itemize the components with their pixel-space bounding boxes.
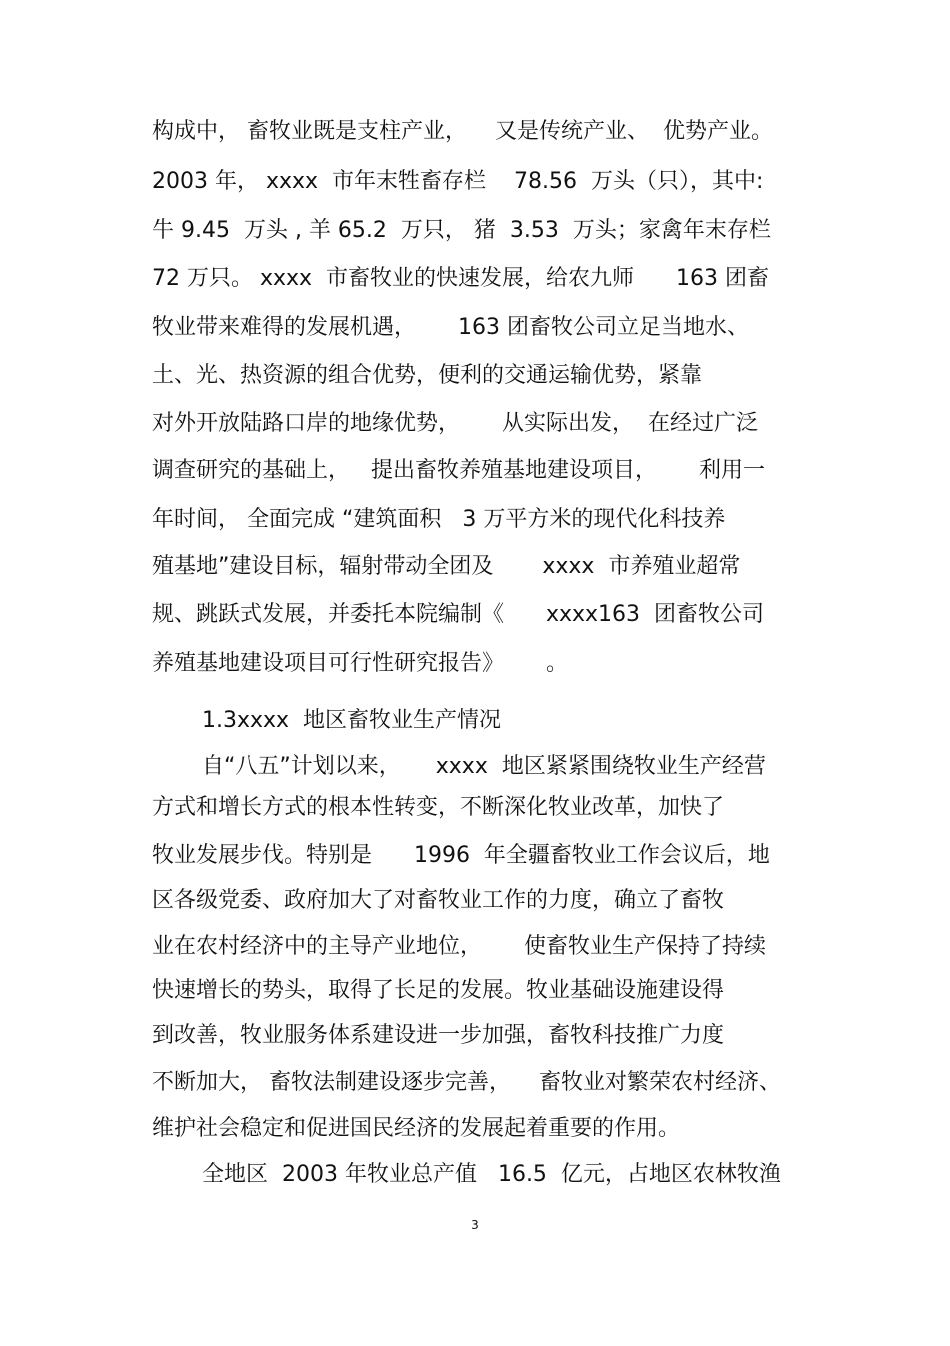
page-number: 3 bbox=[471, 1218, 479, 1232]
body-text-line: 调查研究的基础上， 提出畜牧养殖基地建设项目， 利用一 bbox=[152, 458, 765, 483]
section-heading: 1.3xxxx 地区畜牧业生产情况 bbox=[202, 708, 502, 733]
body-text-line: 养殖基地建设项目可行性研究报告》 。 bbox=[152, 651, 568, 676]
body-text-line: 到改善，牧业服务体系建设进一步加强，畜牧科技推广力度 bbox=[152, 1023, 725, 1048]
body-text-line: 牧业发展步伐。特别是 1996 年全疆畜牧业工作会议后，地 bbox=[152, 843, 770, 868]
body-text-line: 区各级党委、政府加大了对畜牧业工作的力度，确立了畜牧 bbox=[152, 888, 725, 913]
body-text-line: 牧业带来难得的发展机遇， 163 团畜牧公司立足当地水、 bbox=[152, 315, 749, 340]
body-text-line: 快速增长的势头，取得了长足的发展。牧业基础设施建设得 bbox=[152, 978, 725, 1003]
body-text-line: 对外开放陆路口岸的地缘优势， 从实际出发， 在经过广泛 bbox=[152, 411, 758, 436]
body-text-line: 土、光、热资源的组合优势，便利的交通运输优势，紧靠 bbox=[152, 363, 703, 388]
body-text-line: 构成中， 畜牧业既是支柱产业， 又是传统产业、 优势产业。 bbox=[152, 119, 773, 144]
body-text-line: 业在农村经济中的主导产业地位， 使畜牧业生产保持了持续 bbox=[152, 934, 766, 959]
body-text-line: 规、跳跃式发展，并委托本院编制《 xxxx163 团畜牧公司 bbox=[152, 602, 765, 627]
body-text-line: 不断加大， 畜牧法制建设逐步完善， 畜牧业对繁荣农村经济、 bbox=[152, 1070, 781, 1095]
body-text-line: 方式和增长方式的根本性转变，不断深化牧业改革，加快了 bbox=[152, 795, 725, 820]
body-text-line: 72 万只。 xxxx 市畜牧业的快速发展，给农九师 163 团畜 bbox=[152, 266, 769, 291]
body-text-line: 全地区 2003 年牧业总产值 16.5 亿元，占地区农林牧渔 bbox=[202, 1162, 781, 1187]
body-text-line: 年时间， 全面完成 “建筑面积 3 万平方米的现代化科技养 bbox=[152, 507, 726, 532]
body-text-line: 自“八五”计划以来， xxxx 地区紧紧围绕牧业生产经营 bbox=[202, 754, 766, 779]
body-text-line: 殖基地”建设目标，辐射带动全团及 xxxx 市养殖业超常 bbox=[152, 554, 741, 579]
body-text-line: 维护社会稳定和促进国民经济的发展起着重要的作用。 bbox=[152, 1116, 681, 1141]
body-text-line: 牛 9.45 万头 , 羊 65.2 万只， 猪 3.53 万头；家禽年末存栏 bbox=[152, 218, 771, 243]
body-text-line: 2003 年， xxxx 市年末牲畜存栏 78.56 万头（只），其中: bbox=[152, 169, 764, 194]
